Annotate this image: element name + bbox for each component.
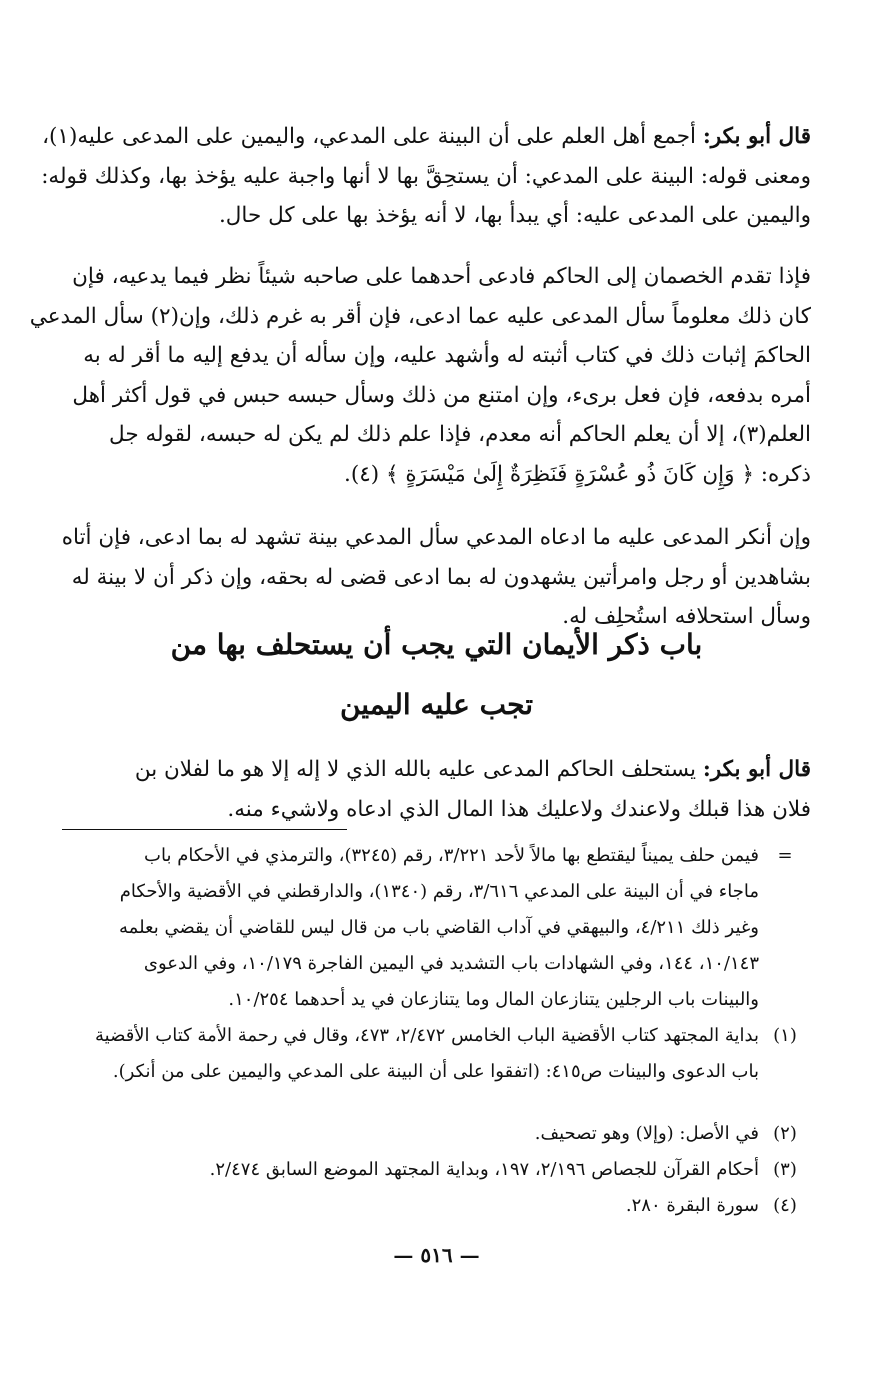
footnote-text: أحكام القرآن للجصاص ٢/١٩٦، ١٩٧، وبداية المجتهد الموضع السابق ٢/٤٧٤. bbox=[209, 1159, 759, 1180]
text-line-quran-verse: ذكره: ﴿ وَإِن كَانَ ذُو عُسْرَةٍ فَنَظِرَةٌ إِلَىٰ مَيْسَرَةٍ ﴾ (٤). bbox=[343, 461, 811, 487]
text-line: العلم(٣)، إلا أن يعلم الحاكم أنه معدم، فإذا علم ذلك لم يكن له حبسه، لقوله جل bbox=[109, 422, 811, 447]
text-line: قال أبو بكر: أجمع أهل العلم على أن البينة على المدعي، واليمين على المدعى عليه(١)، bbox=[42, 124, 811, 149]
chapter-heading-line-2: تجب عليه اليمين bbox=[339, 688, 533, 721]
footnote-text: فيمن حلف يميناً ليقتطع بها مالاً لأحد ٣/٢٢١، رقم (٣٢٤٥)، والترمذي في الأحكام باب ماجاء في أن البينة على المدعي ٣/٦١٦، رقم (١٣٤٠)، والدارقطني في الأقضية والأحكام وغير ذلك ٤/٢١١، والبيهقي في آداب القاضي باب من قال ليس للقاضي أن يقضي بعلمه ١٠/١٤٣، ١٤٤، وفي الشهادات باب التشديد في اليمين الفاجرة ١٠/١٧٩، وفي الدعوى والبينات باب الرجلين يتنازعان المال وما يتنازعان في يد أحدهما ١٠/٢٥٤. bbox=[119, 845, 759, 1010]
page-number: — ٥١٦ — bbox=[393, 1243, 480, 1267]
chapter-heading-line-1: باب ذكر الأيمان التي يجب أن يستحلف بها من bbox=[170, 628, 703, 661]
footnote-marker: = bbox=[777, 845, 793, 866]
footnote-continuation bbox=[62, 838, 811, 1018]
text-line: كان ذلك معلوماً سأل المدعى عليه عما ادعى، فإن أقر به غرم ذلك، وإن(٢) سأل المدعي bbox=[29, 303, 811, 329]
text-line: فلان هذا قبلك ولاعندك ولاعليك هذا المال الذي ادعاه ولاشيء منه. bbox=[227, 796, 811, 822]
text-line: بشاهدين أو رجل وامرأتين يشهدون له بما ادعى قضى له بحقه، وإن ذكر أن لا بينة له bbox=[71, 564, 811, 590]
footnote-text: سورة البقرة ٢٨٠. bbox=[625, 1195, 759, 1216]
speaker-label: قال أبو بكر: bbox=[702, 757, 811, 782]
footnote-text: بداية المجتهد كتاب الأقضية الباب الخامس ٢/٤٧٢، ٤٧٣، وقال في رحمة الأمة كتاب الأقضية باب الدعوى والبينات ص٤١٥: (اتفقوا على أن البينة على المدعي واليمين على من أنكر). bbox=[95, 1025, 759, 1082]
speaker-label: قال أبو بكر: bbox=[702, 124, 811, 149]
text-line: ومعنى قوله: البينة على المدعي: أن يستحِقَّ بها لا أنها واجبة عليه يؤخذ بها، وكذلك قوله: bbox=[41, 163, 811, 189]
text-line: وسأل استحلافه استُحلِف له. bbox=[562, 604, 811, 629]
paragraph-abu-bakr-1 bbox=[41, 117, 811, 236]
text-line: أمره بدفعه، فإن فعل برىء، وإن امتنع من ذلك وسأل حبسه حبس في قول أكثر أهل bbox=[72, 382, 811, 408]
footnotes-list bbox=[62, 1116, 811, 1224]
footnote-3 bbox=[62, 1152, 811, 1188]
footnote-marker: (١) bbox=[773, 1025, 797, 1046]
text-line: وإن أنكر المدعى عليه ما ادعاه المدعي سأل المدعي بينة تشهد له بما ادعى، فإن أتاه bbox=[61, 525, 811, 550]
footnotes-continued bbox=[62, 838, 811, 1090]
text-line: الحاكمَ إثبات ذلك في كتاب أثبته له وأشهد عليه، وإن سأله أن يدفع إليه ما أقر له به bbox=[83, 343, 811, 368]
text-line: واليمين على المدعى عليه: أي يبدأ بها، لا أنه يؤخذ بها على كل حال. bbox=[218, 203, 811, 228]
footnote-1 bbox=[62, 1018, 811, 1090]
footnote-text: في الأصل: (وإلا) وهو تصحيف. bbox=[534, 1123, 759, 1144]
paragraph-litigants bbox=[29, 257, 811, 494]
footnote-marker: (٣) bbox=[773, 1159, 797, 1180]
paragraph-denial bbox=[62, 518, 811, 637]
footnote-marker: (٢) bbox=[773, 1123, 797, 1144]
paragraph-abu-bakr-2 bbox=[62, 750, 811, 829]
text-line: قال أبو بكر: يستحلف الحاكم المدعى عليه بالله الذي لا إله إلا هو ما لفلان بن bbox=[134, 757, 811, 782]
footnote-separator bbox=[62, 829, 347, 830]
text-line: فإذا تقدم الخصمان إلى الحاكم فادعى أحدهما على صاحبه شيئاً نظر فيما يدعيه، فإن bbox=[72, 264, 811, 289]
footnote-2 bbox=[62, 1116, 811, 1152]
footnote-marker: (٤) bbox=[773, 1195, 797, 1216]
footnote-4 bbox=[62, 1188, 811, 1224]
